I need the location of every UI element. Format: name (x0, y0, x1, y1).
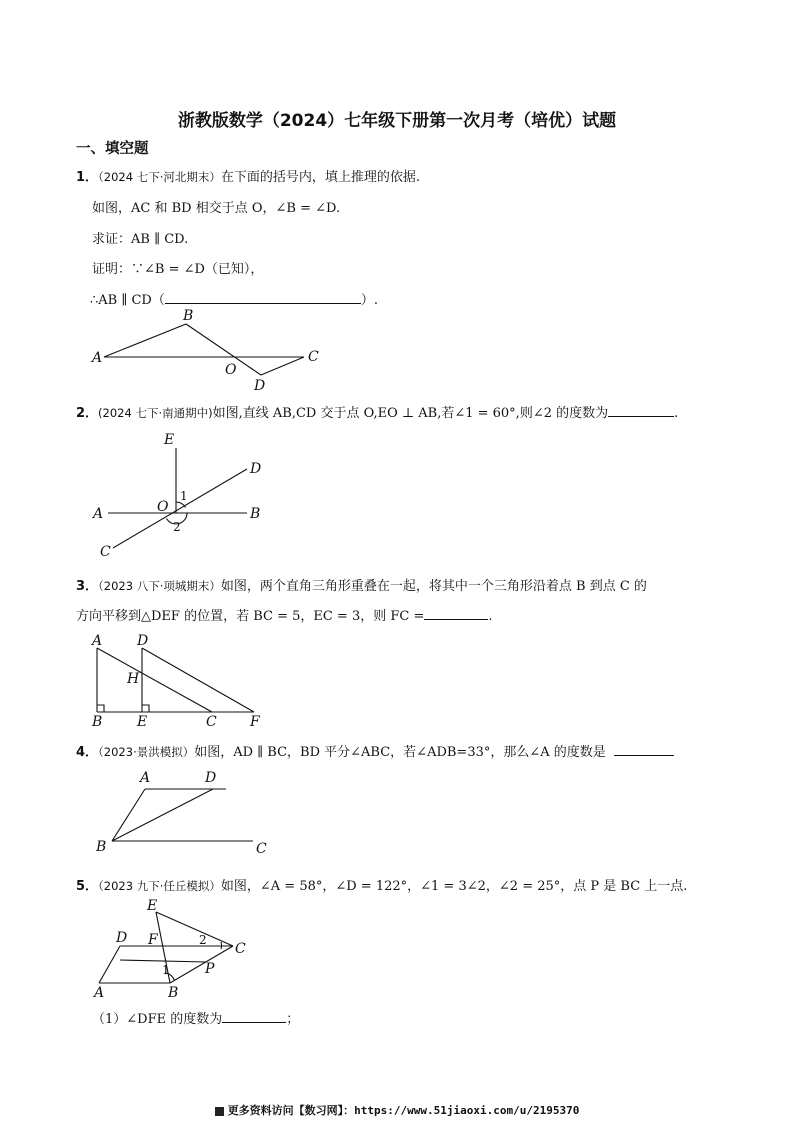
point-label-h: H (127, 671, 140, 687)
section-heading: 一、填空题 (76, 141, 149, 157)
point-label-a: A (92, 350, 103, 366)
q1-given: 如图，AC 和 BD 相交于点 O，∠B = ∠D. (92, 201, 341, 216)
point-label-a: A (94, 985, 105, 1001)
angle-label-2: 2 (173, 520, 181, 534)
point-label-a: A (140, 770, 151, 786)
answer-blank[interactable] (222, 1010, 286, 1023)
segment-ec (156, 912, 233, 946)
question-text: 如图，∠A = 58°，∠D = 122°，∠1 = 3∠2，∠2 = 25°，点 P 是 BC 上一点. (220, 879, 688, 894)
q1-conclusion-end: ）. (360, 293, 378, 308)
point-label-c: C (308, 349, 319, 365)
point-label-c: C (206, 714, 217, 730)
question-text: 在下面的括号内，填上推理的依据. (220, 170, 421, 185)
question-number: 2． (76, 406, 99, 421)
point-label-d: D (250, 461, 262, 477)
segment-da (99, 946, 120, 983)
point-label-c: C (100, 544, 111, 560)
question-end: . (488, 609, 493, 624)
point-label-f: F (250, 714, 260, 730)
point-label-b: B (183, 308, 194, 324)
q1-prove: 求证：AB ∥ CD. (92, 232, 189, 247)
question-text: 方向平移到△DEF 的位置，若 BC = 5，EC = 3，则 FC = (76, 609, 425, 624)
point-label-c: C (256, 841, 267, 857)
page-title: 浙教版数学（2024）七年级下册第一次月考（培优）试题 (177, 111, 617, 131)
question-source: （2024 七下·河北期末） (98, 170, 221, 184)
point-label-o: O (157, 499, 169, 515)
point-label-e: E (137, 714, 148, 730)
angle-label-1: 1 (180, 489, 188, 503)
flag-icon (215, 1107, 224, 1116)
q1-conclusion-text: ∴AB ∥ CD（ (90, 293, 165, 308)
point-label-d: D (116, 930, 128, 946)
point-label-c: C (235, 941, 246, 957)
point-label-o: O (225, 362, 237, 378)
point-label-d: D (254, 378, 266, 394)
question-end: . (674, 406, 679, 421)
question-text: 如图,直线 AB,CD 交于点 O,EO ⊥ AB,若∠1 = 60°,则∠2 的度数为 (212, 406, 609, 421)
point-label-f: F (148, 932, 158, 948)
point-label-e: E (164, 432, 175, 448)
sub-question-text: （1）∠DFE 的度数为 (92, 1012, 223, 1027)
question-text: 如图，AD ∥ BC，BD 平分∠ABC，若∠ADB=33°，那么∠A 的度数是 (194, 745, 606, 760)
sub-question-end: ； (286, 1012, 300, 1027)
question-text: 如图，两个直角三角形重叠在一起，将其中一个三角形沿着点 B 到点 C 的 (220, 579, 647, 594)
footer-link-text[interactable]: 更多资料访问【数习网】：https://www.51jiaoxi.com/u/2195370 (227, 1104, 580, 1117)
q1-proof-step: 证明：∵∠B = ∠D（已知）， (92, 262, 264, 277)
point-label-d: D (205, 770, 217, 786)
point-label-e: E (147, 898, 158, 914)
point-label-a: A (93, 506, 104, 522)
question-source: (2024 七下·南通期中) (98, 406, 213, 420)
question-number: 4． (76, 745, 99, 760)
question-number: 3． (76, 579, 99, 594)
question-number: 1． (76, 170, 99, 185)
question-number: 5． (76, 879, 99, 894)
point-label-b: B (168, 985, 179, 1001)
segment-fp (120, 960, 206, 962)
point-label-a: A (92, 633, 103, 649)
angle-label-1: 1 (162, 963, 170, 977)
point-label-b: B (250, 506, 261, 522)
point-label-b: B (92, 714, 103, 730)
question-source: （2023·景洪模拟） (98, 745, 195, 759)
angle-label-2: 2 (199, 933, 207, 947)
point-label-b: B (96, 839, 107, 855)
point-label-p: P (205, 961, 215, 977)
question-source: （2023 九下·任丘模拟） (98, 879, 221, 893)
footer (0, 1102, 794, 1118)
question-source: （2023 八下·项城期末） (98, 579, 221, 593)
question-5-sub1 (92, 1008, 299, 1027)
segment-bc (170, 946, 233, 983)
point-label-d: D (137, 633, 149, 649)
angle-2-arc (221, 942, 222, 949)
